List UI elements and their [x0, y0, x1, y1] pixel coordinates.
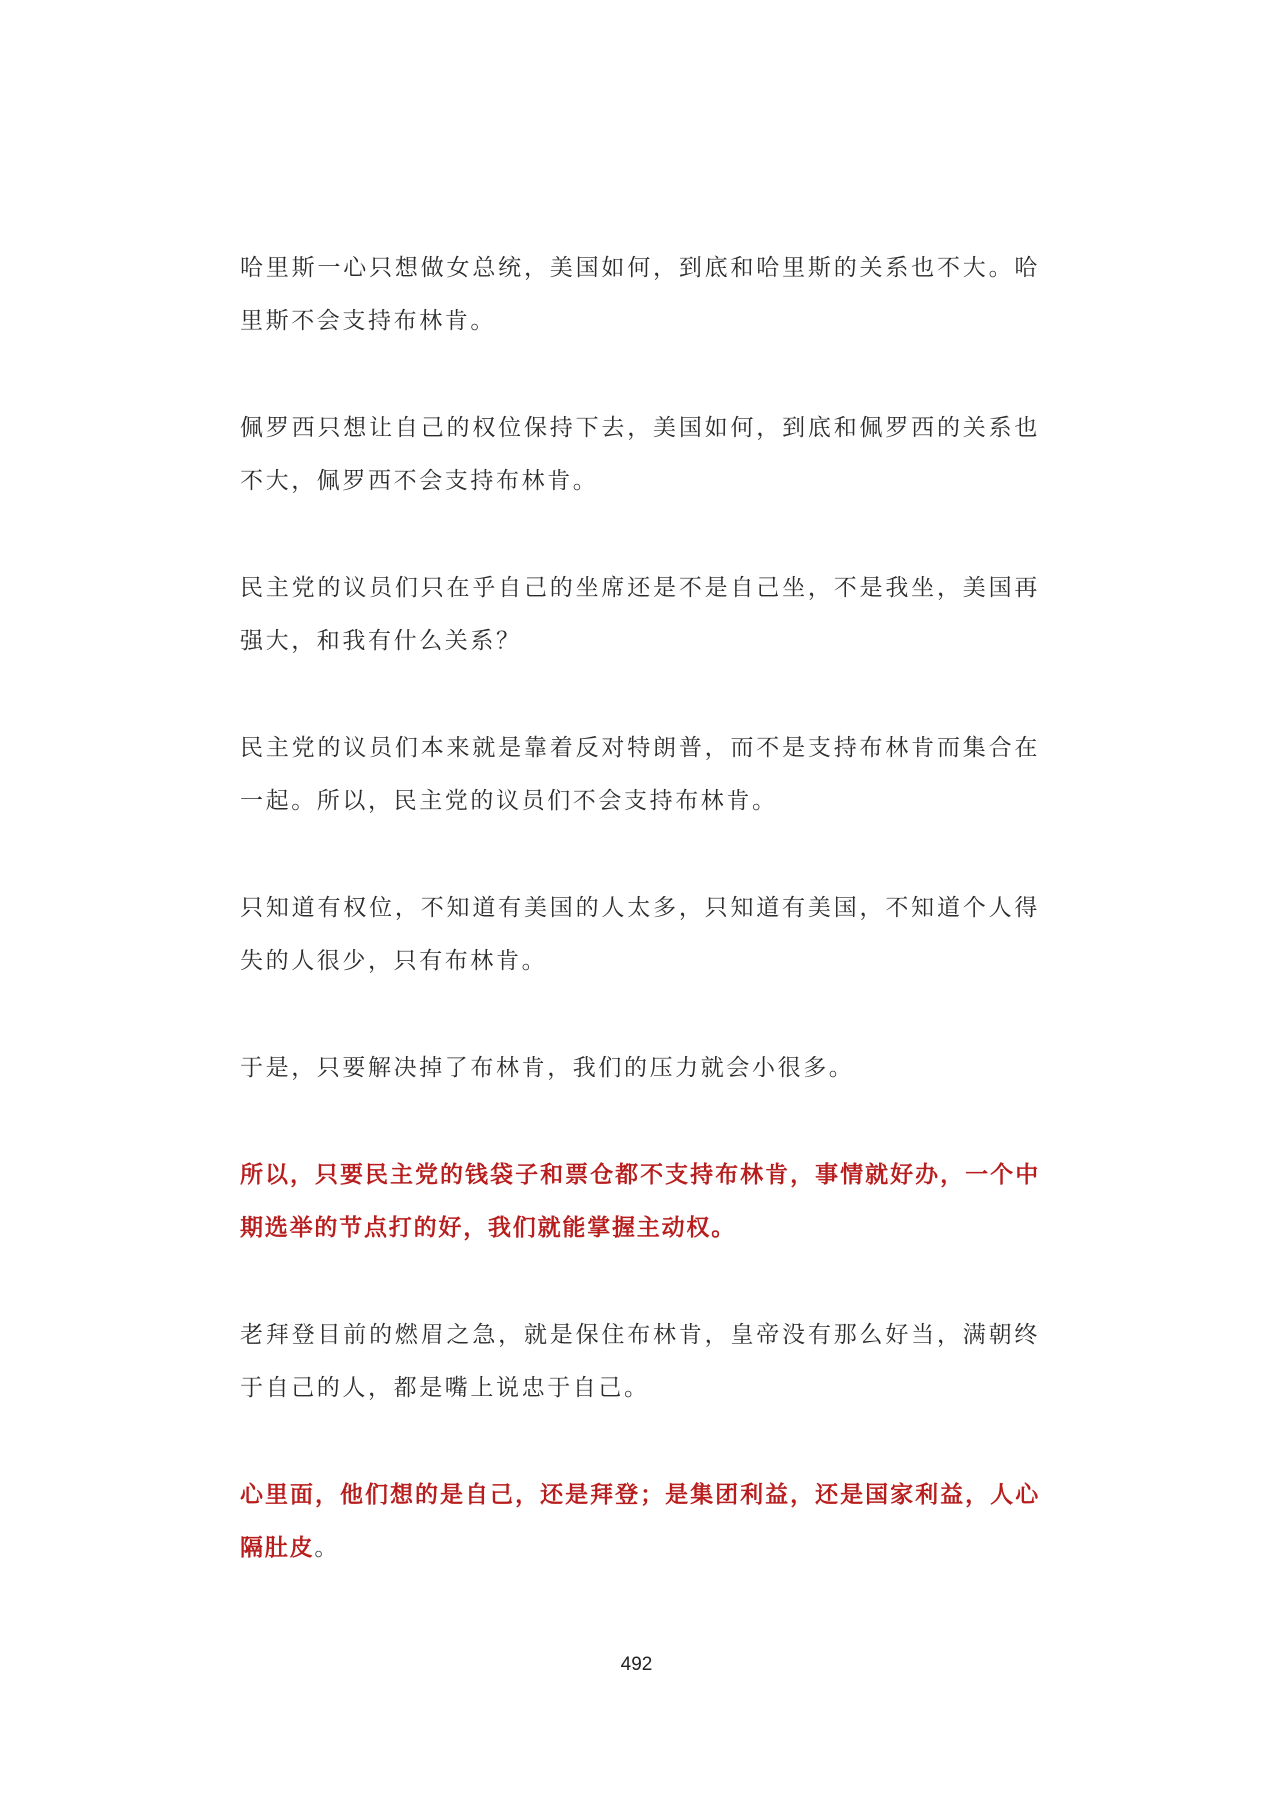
emphasis-paragraph-2 [240, 1469, 1040, 1575]
paragraph-4: 民主党的议员们本来就是靠着反对特朗普，而不是支持布林肯而集合在一起。所以，民主党的议员们不会支持布林肯。 [240, 735, 1040, 814]
paragraph-8: 老拜登目前的燃眉之急，就是保住布林肯，皇帝没有那么好当，满朝终于自己的人，都是嘴上说忠于自己。 [240, 1322, 1040, 1401]
paragraph-6: 于是，只要解决掉了布林肯，我们的压力就会小很多。 [240, 1055, 855, 1081]
emphasis-text: 心里面，他们想的是自己，还是拜登；是集团利益，还是国家利益，人心隔肚皮 [240, 1482, 1040, 1561]
paragraph-1: 哈里斯一心只想做女总统，美国如何，到底和哈里斯的关系也不大。哈里斯不会支持布林肯。 [240, 255, 1040, 334]
emphasis-paragraph-1: 所以，只要民主党的钱袋子和票仓都不支持布林肯，事情就好办，一个中期选举的节点打的好，我们就能掌握主动权。 [240, 1162, 1040, 1241]
page-number: 492 [620, 1654, 653, 1675]
page-body [240, 242, 1040, 1629]
paragraph-2: 佩罗西只想让自己的权位保持下去，美国如何，到底和佩罗西的关系也不大，佩罗西不会支持布林肯。 [240, 415, 1040, 494]
paragraph-5: 只知道有权位，不知道有美国的人太多，只知道有美国，不知道个人得失的人很少，只有布林肯。 [240, 895, 1040, 974]
closing-punctuation: 。 [314, 1535, 340, 1561]
paragraph-3: 民主党的议员们只在乎自己的坐席还是不是自己坐，不是我坐，美国再强大，和我有什么关系？ [240, 575, 1040, 654]
